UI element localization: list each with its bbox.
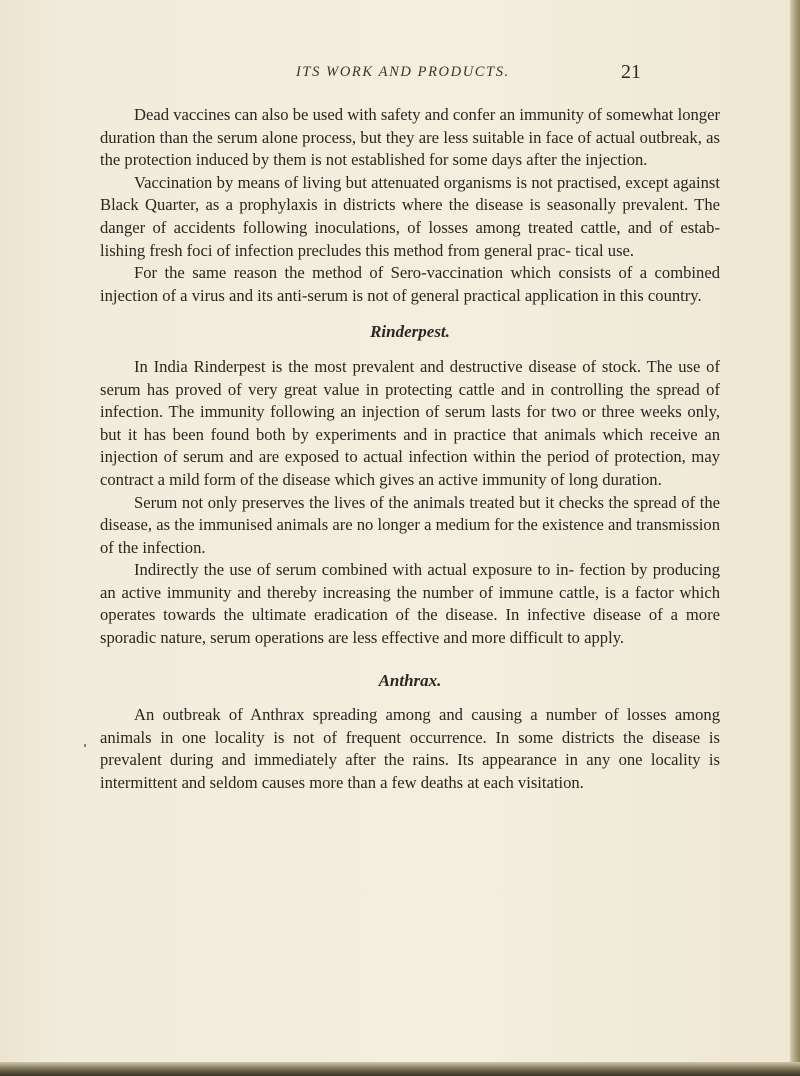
page-bottom-edge-shadow [0,1062,800,1076]
page-number: 21 [621,61,641,83]
body-text [100,104,720,795]
paragraph-rinderpest-india: In India Rinderpest is the most prevalent and destructive disease of stock. The use of serum has proved of very great value in protecting cattle and in controlling the spread of infection. The immunity following an injection of serum lasts for two or three weeks only, but it has been found both by experiments and in practice that animals which receive an injection of serum and are exposed to actual infection within the period of protection, may contract a mild form of the disease which gives an active immunity of long duration. [100,356,720,489]
paragraph-rinderpest-serum: Serum not only preserves the lives of the animals treated but it checks the spread of the disease, as the immunised animals are no longer a medium for the existence and transmission of the infection. [100,492,720,557]
paragraph-rinderpest-indirect: Indirectly the use of serum combined with actual exposure to in- fection by producing an active immunity and thereby increasing the number of immune cattle, is a factor which operates towards the ultimate eradication of the disease. In infective disease of a more sporadic nature, serum operations are less effective and more difficult to apply. [100,560,720,648]
print-speck [84,744,86,747]
paragraph-dead-vaccines: Dead vaccines can also be used with safety and confer an immunity of somewhat longer duration than the serum alone process, but they are less suitable in face of actual outbreak, as the protection induced by them is not established for some days after the injection. [100,105,720,170]
paragraph-sero-vaccination: For the same reason the method of Sero-vaccination which consists of a combined injection of a virus and its anti-serum is not of general practical application in this country. [100,263,720,305]
section-heading-anthrax: Anthrax. [378,670,442,690]
page-right-edge-shadow [790,0,800,1076]
section-heading-rinderpest: Rinderpest. [370,322,450,342]
running-title: ITS WORK AND PRODUCTS. [296,64,510,80]
paragraph-vaccination: Vaccination by means of living but attenuated organisms is not practised, except against Black Quarter, as a prophylaxis in districts where the disease is seasonally prevalent. The danger of accidents following inoculations, of losses among treated cattle, and of estab- lishing fresh foci of infection precludes this method from general prac- tical use. [100,172,720,260]
paragraph-anthrax-outbreak: An outbreak of Anthrax spreading among and causing a number of losses among animals in one locality is not of frequent occurrence. In some districts the disease is prevalent during and immediately after the rains. Its appearance in any one locality is intermittent and seldom causes more than a few deaths at each visitation. [100,705,720,793]
running-head [0,61,800,88]
